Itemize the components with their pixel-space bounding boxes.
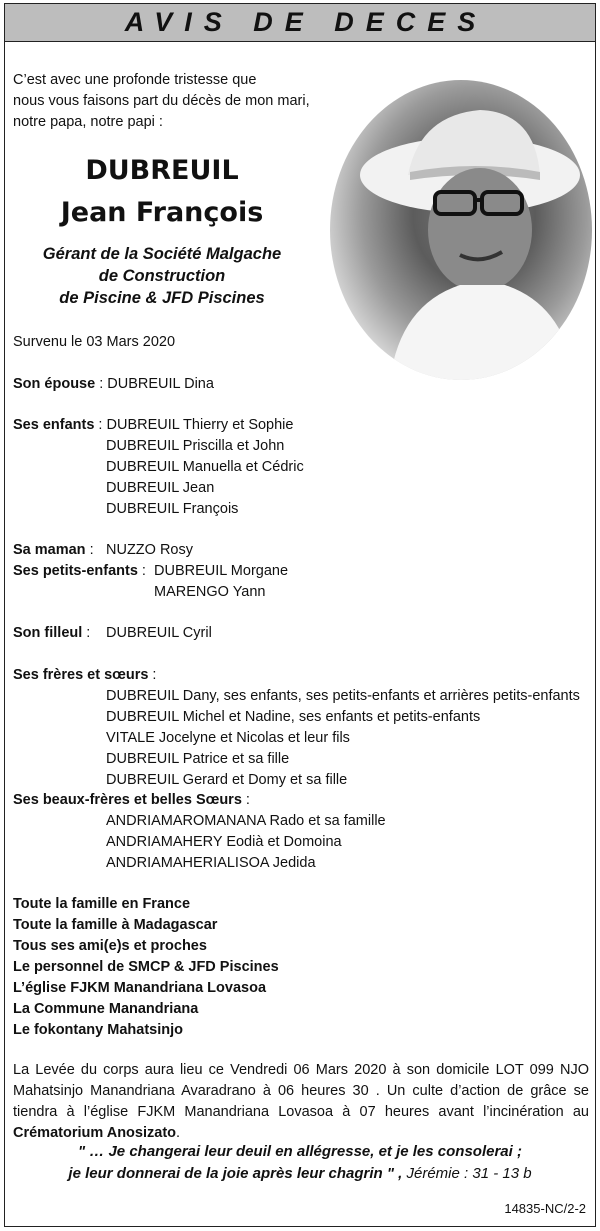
children-separator: : <box>94 417 107 433</box>
deceased-role: de Piscine & JFD Piscines <box>59 289 265 307</box>
inlaws-row <box>13 790 250 811</box>
spouse-separator: : <box>95 376 108 392</box>
notice-header <box>5 4 595 42</box>
deceased-role: Gérant de la Société Malgache <box>42 245 282 263</box>
inlaw-name: ANDRIAMAROMANANA Rado et sa famille <box>106 813 386 829</box>
ceremony-paragraph <box>13 1060 589 1144</box>
child-name: DUBREUIL Priscilla et John <box>106 438 285 454</box>
godson-label: Son filleul <box>13 625 83 641</box>
grandchildren-separator: : <box>137 563 146 579</box>
godson-row <box>13 623 90 644</box>
children-label: Ses enfants <box>13 417 95 433</box>
deceased-role: de Construction <box>98 267 226 285</box>
sibling-name: DUBREUIL Dany, ses enfants, ses petits-enfants et arrières petits-enfants <box>106 688 580 704</box>
mourner-line: Le fokontany Mahatsinjo <box>13 1022 183 1038</box>
quote-line: " … Je changerai leur deuil en allégresse, et je les consolerai ; <box>78 1143 522 1160</box>
child-name: DUBREUIL François <box>106 501 239 517</box>
grandchild-name: DUBREUIL Morgane <box>154 563 289 579</box>
intro-line: C’est avec une profonde tristesse que <box>13 72 257 88</box>
inlaw-name: ANDRIAMAHERY Eodià et Domoina <box>106 834 342 850</box>
deceased-given-names: Jean François <box>60 197 264 228</box>
sibling-name: DUBREUIL Patrice et sa fille <box>106 751 290 767</box>
spouse-name: DUBREUIL Dina <box>107 376 214 392</box>
siblings-separator: : <box>148 667 157 683</box>
godson-name: DUBREUIL Cyril <box>106 625 212 641</box>
inlaws-separator: : <box>241 792 250 808</box>
ceremony-end: . <box>176 1125 181 1141</box>
child-name: DUBREUIL Jean <box>106 480 215 496</box>
mourner-line: Le personnel de SMCP & JFD Piscines <box>13 959 279 975</box>
intro-line: nous vous faisons part du décès de mon mari, <box>13 93 310 109</box>
mourner-line: L’église FJKM Manandriana Lovasoa <box>13 980 267 996</box>
spouse-label: Son épouse <box>13 376 96 392</box>
portrait-photo <box>330 80 592 380</box>
mother-label: Sa maman <box>13 542 86 558</box>
grandchildren-label: Ses petits-enfants <box>13 563 138 579</box>
quote-line-2 <box>0 1163 600 1184</box>
mother-name: NUZZO Rosy <box>106 542 193 558</box>
children-row <box>13 415 293 436</box>
inlaws-label: Ses beaux-frères et belles Sœurs <box>13 792 242 808</box>
godson-separator: : <box>82 625 91 641</box>
mourner-line: Toute la famille en France <box>13 896 191 912</box>
quote-text: je leur donnerai de la joie après leur chagrin <box>68 1165 383 1182</box>
quote-close: " , <box>382 1165 403 1182</box>
ceremony-place: Crématorium Anosizato <box>13 1125 177 1141</box>
mourner-line: Toute la famille à Madagascar <box>13 917 218 933</box>
notice-title: AVIS DE DECES <box>124 7 488 37</box>
grandchildren-row <box>13 561 146 582</box>
sibling-name: DUBREUIL Michel et Nadine, ses enfants et petits-enfants <box>106 709 481 725</box>
notice-code: 14835-NC/2-2 <box>504 1201 586 1216</box>
mother-row <box>13 540 94 561</box>
quote-reference: Jérémie : 31 - 13 b <box>406 1165 532 1182</box>
mourner-line: Tous ses ami(e)s et proches <box>13 938 207 954</box>
sibling-name: VITALE Jocelyne et Nicolas et leur fils <box>106 730 350 746</box>
intro-line: notre papa, notre papi : <box>13 114 163 130</box>
deceased-surname: DUBREUIL <box>85 155 239 186</box>
mother-separator: : <box>85 542 94 558</box>
ceremony-text: La Levée du corps aura lieu ce Vendredi 06 Mars 2020 à son domicile LOT 099 NJO Mahatsinjo Manandriana Avaradrano à 06 heures 30 . Un culte d’action de grâce se tiendra à l’église FJKM Manandriana Lovasoa à 07 heures avant l’incinération au <box>13 1062 589 1120</box>
child-name: DUBREUIL Manuella et Cédric <box>106 459 304 475</box>
child-name: DUBREUIL Thierry et Sophie <box>106 417 294 433</box>
death-date: Survenu le 03 Mars 2020 <box>13 334 176 350</box>
inlaw-name: ANDRIAMAHERIALISOA Jedida <box>106 855 316 871</box>
grandchild-name: MARENGO Yann <box>154 584 266 600</box>
portrait-icon <box>330 80 592 380</box>
siblings-label: Ses frères et sœurs <box>13 667 149 683</box>
mourner-line: La Commune Manandriana <box>13 1001 199 1017</box>
sibling-name: DUBREUIL Gerard et Domy et sa fille <box>106 772 348 788</box>
spouse-row <box>13 374 214 395</box>
siblings-row <box>13 665 156 686</box>
